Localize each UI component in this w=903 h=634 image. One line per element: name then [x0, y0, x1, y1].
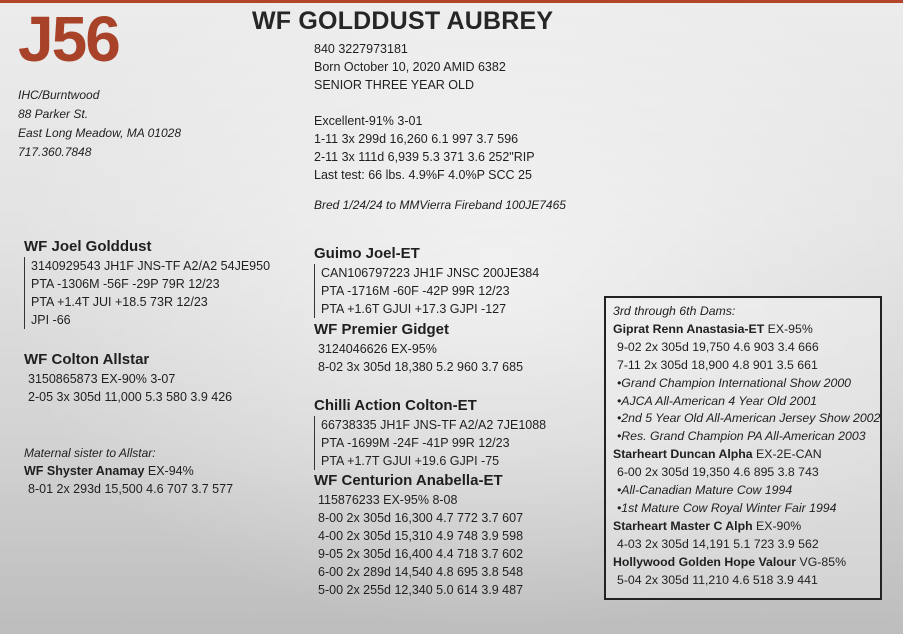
- mgs-sire-details: [314, 416, 546, 470]
- dam-name: Giprat Renn Anastasia-ET: [613, 321, 765, 336]
- dam-note: •AJCA All-American 4 Year Old 2001: [617, 393, 818, 408]
- age-class: SENIOR THREE YEAR OLD: [314, 78, 474, 92]
- animal-name: WF GOLDDUST AUBREY: [252, 7, 554, 35]
- maternal-sister-name: WF Shyster Anamay: [24, 464, 145, 478]
- sire-dam-line: 3124046626 EX-95%: [318, 342, 437, 356]
- bred-info: Bred 1/24/24 to MMVierra Fireband 100JE7465: [314, 198, 566, 212]
- sire-line: 3140929543 JH1F JNS-TF A2/A2 54JE950: [31, 259, 271, 273]
- sire-name: WF Joel Golddust: [24, 238, 152, 255]
- production-record: 2-11 3x 111d 6,939 5.3 371 3.6 252"RIP: [314, 150, 535, 164]
- mgs-dam-line: 4-00 2x 305d 15,310 4.9 748 3.9 598: [318, 529, 524, 543]
- top-accent-line: [0, 0, 903, 3]
- dam-score: EX-2E-CAN: [752, 447, 822, 462]
- sire-line: PTA +1.4T JUI +18.5 73R 12/23: [31, 295, 208, 309]
- maternal-sister-score: EX-94%: [144, 464, 194, 478]
- maternal-sister-block: [24, 444, 233, 498]
- sire-sire-line: CAN106797223 JH1F JNSC 200JE384: [321, 266, 540, 280]
- dam-record: 7-11 2x 305d 18,900 4.8 901 3.5 661: [617, 357, 818, 372]
- mgs-sire-name: Chilli Action Colton-ET: [314, 397, 477, 414]
- sire-sire-block: [314, 244, 539, 318]
- mgs-dam-block: [314, 471, 523, 599]
- dam-record: 9-02 2x 305d 19,750 4.6 903 3.4 666: [617, 339, 819, 354]
- mgs-dam-line: 6-00 2x 289d 14,540 4.8 695 3.8 548: [318, 565, 524, 579]
- sire-sire-line: PTA -1716M -60F -42P 99R 12/23: [321, 284, 510, 298]
- dam-note: •Res. Grand Champion PA All-American 2003: [617, 429, 866, 444]
- owner-info: [18, 86, 181, 162]
- dam-name: Starheart Master C Alph: [613, 518, 753, 533]
- mgs-dam-line: 8-00 2x 305d 16,300 4.7 772 3.7 607: [318, 511, 524, 525]
- sire-dam-name: WF Premier Gidget: [314, 321, 450, 338]
- dam-record: 6-00 2x 305d 19,350 4.6 895 3.8 743: [617, 465, 819, 480]
- mgs-sire-line: 66738335 JH1F JNS-TF A2/A2 7JE1088: [321, 418, 547, 432]
- dam-note: •All-Canadian Mature Cow 1994: [617, 483, 793, 498]
- sire-sire-details: [314, 264, 539, 318]
- mgs-dam-line: 9-05 2x 305d 16,400 4.4 718 3.7 602: [318, 547, 524, 561]
- sire-block: [24, 237, 270, 329]
- owner-line: 88 Parker St.: [18, 107, 89, 121]
- mgs-dam-line: 115876233 EX-95% 8-08: [318, 493, 458, 507]
- dam-note: •Grand Champion International Show 2000: [617, 375, 851, 390]
- mgs-line: 2-05 3x 305d 11,000 5.3 580 3.9 426: [28, 390, 233, 404]
- lot-number: J56: [18, 3, 119, 75]
- dam-note: •2nd 5 Year Old All-American Jersey Show 2002: [617, 411, 881, 426]
- dam-score: EX-90%: [752, 518, 802, 533]
- sire-dam-line: 8-02 3x 305d 18,380 5.2 960 3.7 685: [318, 360, 524, 374]
- owner-line: 717.360.7848: [18, 145, 92, 159]
- sire-sire-line: PTA +1.6T GJUI +17.3 GJPI -127: [321, 302, 507, 316]
- last-test: Last test: 66 lbs. 4.9%F 4.0%P SCC 25: [314, 168, 532, 182]
- mgs-line: 3150865873 EX-90% 3-07: [28, 372, 176, 386]
- dams-box: [604, 296, 882, 600]
- mgs-sire-line: PTA -1699M -24F -41P 99R 12/23: [321, 436, 510, 450]
- dam-score: EX-95%: [764, 321, 813, 336]
- owner-line: East Long Meadow, MA 01028: [18, 126, 181, 140]
- mgs-sire-line: PTA +1.7T GJUI +19.6 GJPI -75: [321, 454, 500, 468]
- sire-dam-block: [314, 320, 523, 376]
- dams-box-heading: 3rd through 6th Dams:: [613, 304, 736, 318]
- maternal-sister-label: Maternal sister to Allstar:: [24, 446, 156, 460]
- registration-number: 840 3227973181: [314, 42, 408, 56]
- birth-date: Born October 10, 2020 AMID 6382: [314, 60, 506, 74]
- sire-details: [24, 257, 270, 329]
- dam-name: Hollywood Golden Hope Valour: [613, 554, 797, 569]
- animal-info: [314, 40, 566, 214]
- owner-line: IHC/Burntwood: [18, 88, 100, 102]
- mgs-dam-name: WF Centurion Anabella-ET: [314, 472, 503, 489]
- mgs-dam-line: 5-00 2x 255d 12,340 5.0 614 3.9 487: [318, 583, 524, 597]
- sire-line: JPI -66: [31, 313, 71, 327]
- dam-record: 4-03 2x 305d 14,191 5.1 723 3.9 562: [617, 536, 819, 551]
- mgs-block: [24, 350, 232, 406]
- dam-record: 5-04 2x 305d 11,210 4.6 518 3.9 441: [617, 572, 818, 587]
- dam-score: VG-85%: [796, 554, 846, 569]
- production-record: 1-11 3x 299d 16,260 6.1 997 3.7 596: [314, 132, 519, 146]
- sire-sire-name: Guimo Joel-ET: [314, 245, 420, 262]
- mgs-name: WF Colton Allstar: [24, 351, 150, 368]
- mgs-sire-block: [314, 396, 546, 470]
- classification-score: Excellent-91% 3-01: [314, 114, 423, 128]
- dam-name: Starheart Duncan Alpha: [613, 447, 753, 462]
- maternal-sister-record: 8-01 2x 293d 15,500 4.6 707 3.7 577: [28, 482, 234, 496]
- dam-note: •1st Mature Cow Royal Winter Fair 1994: [617, 500, 837, 515]
- sire-line: PTA -1306M -56F -29P 79R 12/23: [31, 277, 220, 291]
